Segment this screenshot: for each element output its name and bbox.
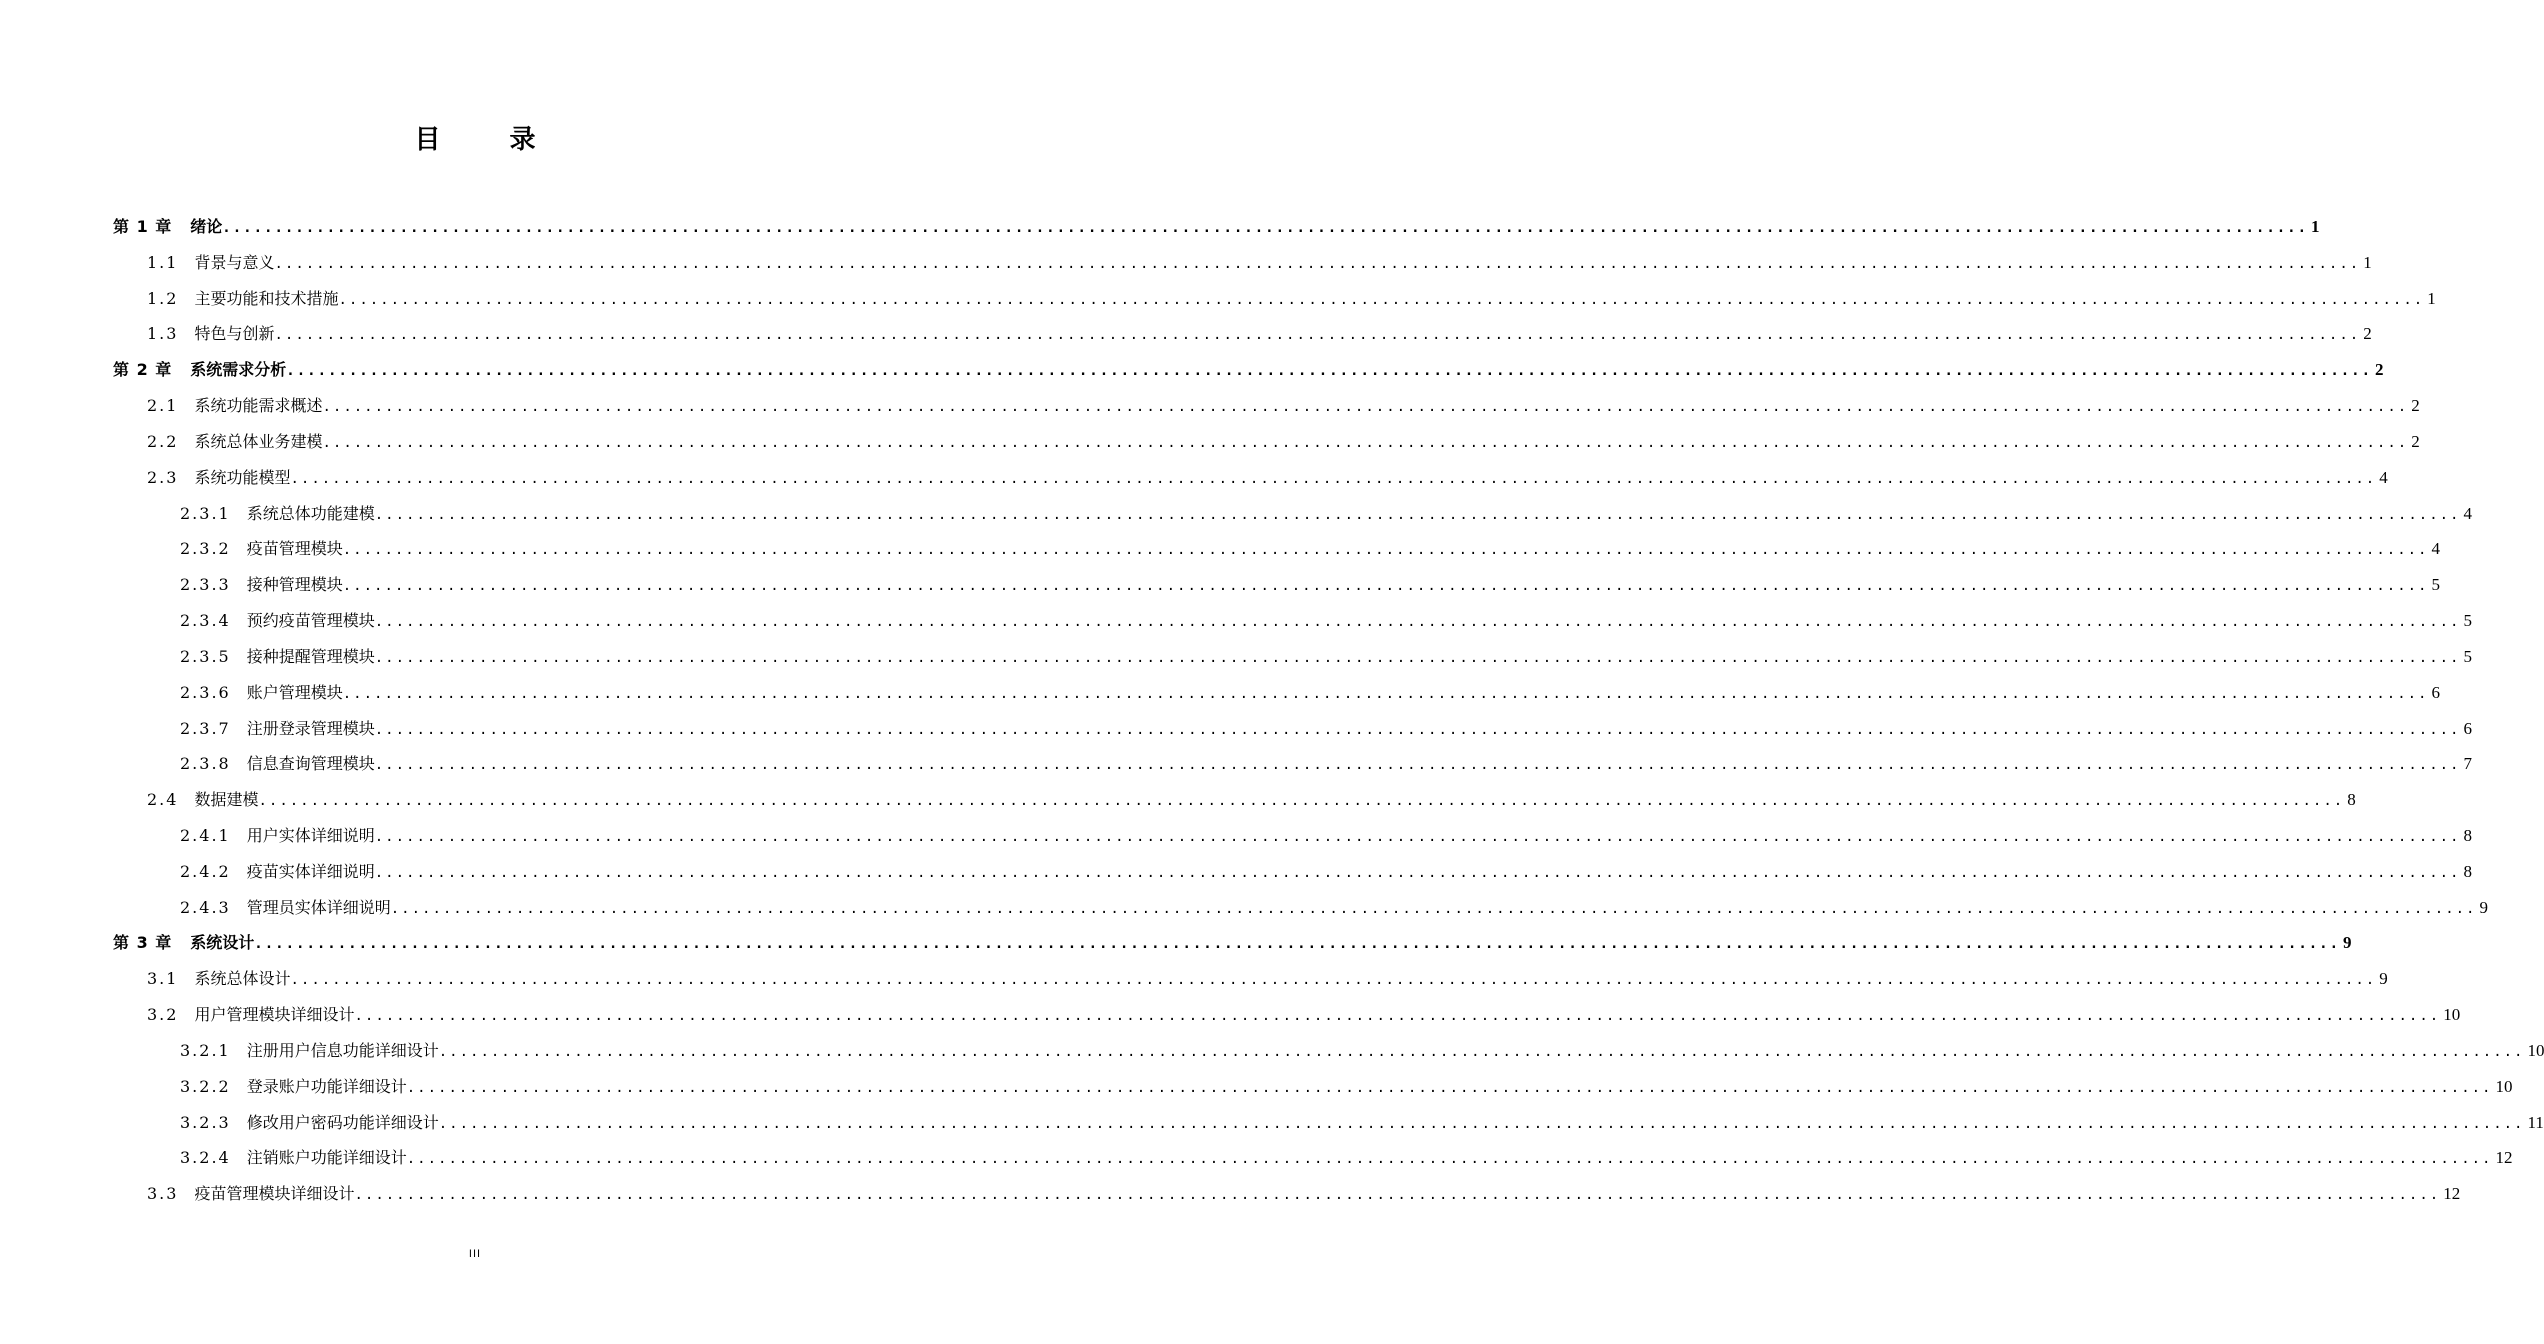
toc-entry[interactable]	[0, 281, 2436, 317]
toc-entry-page-number: 8	[2347, 790, 2356, 810]
toc-entry-label: 数据建模	[194, 790, 259, 810]
toc-entry-label: 系统需求分析	[190, 360, 287, 380]
toc-entry-label: 绪论	[190, 216, 223, 236]
toc-entry-page-number: 8	[2463, 861, 2472, 881]
toc-entry-number: 2.4.3	[180, 897, 231, 917]
toc-dot-leader: ........................................................................................................................................................................................................	[274, 255, 2361, 272]
toc-entry-number: 2.3.2	[180, 539, 231, 559]
toc-dot-leader: ........................................................................................................................................................................................................	[286, 363, 2373, 380]
toc-entry[interactable]	[0, 352, 2384, 388]
toc-dot-leader: ........................................................................................................................................................................................................	[374, 506, 2461, 523]
toc-entry-page-number: 4	[2463, 503, 2472, 523]
toc-dot-leader: ........................................................................................................................................................................................................	[406, 1151, 2493, 1168]
toc-dot-leader: ........................................................................................................................................................................................................	[390, 900, 2477, 917]
toc-entry[interactable]	[0, 926, 2352, 962]
toc-entry-label: 系统总体设计	[194, 969, 291, 989]
toc-entry-number: 3.2.4	[180, 1148, 231, 1168]
toc-entry-page-number: 2	[2375, 360, 2384, 380]
toc-entry-number: 2.4.1	[180, 825, 231, 845]
toc-entry[interactable]	[0, 711, 2472, 747]
toc-entry-label: 特色与创新	[194, 324, 275, 344]
toc-entry-page-number: 10	[2443, 1005, 2461, 1025]
toc-entry-number: 2.3.7	[180, 718, 231, 738]
toc-entry-page-number: 10	[2495, 1076, 2513, 1096]
toc-dot-leader: ........................................................................................................................................................................................................	[290, 972, 2377, 989]
toc-entry-page-number: 7	[2463, 754, 2472, 774]
toc-entry-page-number: 6	[2431, 682, 2440, 702]
toc-entry-number: 2.3.4	[180, 611, 231, 631]
toc-entry[interactable]	[0, 1033, 2544, 1069]
toc-entry[interactable]	[0, 1105, 2544, 1141]
toc-entry-number: 2.4.2	[180, 861, 231, 881]
toc-entry-number: 2.3	[147, 467, 179, 487]
toc-entry[interactable]	[0, 496, 2472, 532]
toc-dot-leader: ........................................................................................................................................................................................................	[322, 399, 2409, 416]
toc-entry-number: 2.3.1	[180, 503, 231, 523]
toc-entry[interactable]	[0, 567, 2440, 603]
toc-entry-number: 3.2.3	[180, 1112, 231, 1132]
toc-entry-label: 系统功能需求概述	[194, 396, 323, 416]
toc-entry[interactable]	[0, 782, 2356, 818]
toc-dot-leader: ........................................................................................................................................................................................................	[274, 327, 2361, 344]
toc-entry[interactable]	[0, 388, 2420, 424]
toc-entry-page-number: 12	[2495, 1148, 2513, 1168]
toc-entry-number: 3.2.2	[180, 1076, 231, 1096]
toc-entry[interactable]	[0, 603, 2472, 639]
toc-dot-leader: ........................................................................................................................................................................................................	[342, 578, 2429, 595]
toc-dot-leader: ........................................................................................................................................................................................................	[374, 864, 2461, 881]
toc-entry-page-number: 2	[2411, 396, 2420, 416]
toc-entry-number: 3.1	[147, 969, 179, 989]
toc-entry-page-number: 9	[2343, 933, 2352, 953]
toc-entry-label: 接种管理模块	[246, 575, 343, 595]
toc-entry[interactable]	[0, 1069, 2513, 1105]
toc-dot-leader: ........................................................................................................................................................................................................	[322, 434, 2409, 451]
toc-entry-number: 第 2 章	[113, 360, 173, 380]
toc-entry[interactable]	[0, 854, 2472, 890]
toc-entry-number: 1.2	[147, 288, 179, 308]
toc-entry-page-number: 1	[2363, 252, 2372, 272]
toc-dot-leader: ........................................................................................................................................................................................................	[342, 685, 2429, 702]
toc-entry-label: 系统总体功能建模	[246, 503, 375, 523]
page-title: 目 录	[414, 125, 566, 155]
toc-entry[interactable]	[0, 531, 2440, 567]
toc-entry-page-number: 5	[2463, 646, 2472, 666]
toc-dot-leader: ........................................................................................................................................................................................................	[342, 542, 2429, 559]
toc-dot-leader: ........................................................................................................................................................................................................	[374, 828, 2461, 845]
toc-entry-page-number: 8	[2463, 825, 2472, 845]
toc-entry-number: 2.1	[147, 396, 179, 416]
toc-dot-leader: ........................................................................................................................................................................................................	[258, 793, 2345, 810]
toc-entry-label: 疫苗管理模块	[246, 539, 343, 559]
toc-entry-page-number: 2	[2411, 431, 2420, 451]
toc-entry-number: 3.2.1	[180, 1040, 231, 1060]
toc-entry[interactable]	[0, 961, 2388, 997]
toc-entry-number: 2.2	[147, 431, 179, 451]
toc-entry-number: 3.2	[147, 1005, 179, 1025]
toc-entry-number: 第 1 章	[113, 216, 173, 236]
toc-entry-label: 注册登录管理模块	[246, 718, 375, 738]
toc-dot-leader: ........................................................................................................................................................................................................	[290, 470, 2377, 487]
toc-entry-label: 管理员实体详细说明	[246, 897, 391, 917]
toc-entry-number: 1.1	[147, 252, 179, 272]
toc-entry[interactable]	[0, 1141, 2513, 1177]
toc-dot-leader: ........................................................................................................................................................................................................	[354, 1008, 2441, 1025]
toc-entry[interactable]	[0, 424, 2420, 460]
toc-entry[interactable]	[0, 818, 2472, 854]
toc-entry-label: 系统总体业务建模	[194, 431, 323, 451]
toc-entry-label: 背景与意义	[194, 252, 275, 272]
toc-entry-page-number: 9	[2479, 897, 2488, 917]
toc-entry-label: 系统功能模型	[194, 467, 291, 487]
toc-entry-label: 系统设计	[190, 933, 255, 953]
toc-dot-leader: ........................................................................................................................................................................................................	[254, 936, 2341, 953]
toc-entry-number: 第 3 章	[113, 933, 173, 953]
toc-entry-label: 用户管理模块详细设计	[194, 1005, 355, 1025]
toc-entry[interactable]	[0, 316, 2372, 352]
toc-entry-label: 登录账户功能详细设计	[246, 1076, 407, 1096]
toc-dot-leader: ........................................................................................................................................................................................................	[374, 649, 2461, 666]
toc-entry-page-number: 1	[2427, 288, 2436, 308]
toc-entry-label: 疫苗管理模块详细设计	[194, 1184, 355, 1204]
toc-entry-page-number: 4	[2379, 467, 2388, 487]
toc-entry-page-number: 11	[2527, 1112, 2544, 1132]
toc-entry-page-number: 2	[2363, 324, 2372, 344]
toc-entry-page-number: 1	[2311, 216, 2320, 236]
toc-entry[interactable]	[0, 746, 2472, 782]
toc-entry[interactable]	[0, 639, 2472, 675]
toc-entry-page-number: 12	[2443, 1184, 2461, 1204]
toc-entry-label: 用户实体详细说明	[246, 825, 375, 845]
toc-dot-leader: ........................................................................................................................................................................................................	[222, 219, 2309, 236]
toc-entry-label: 修改用户密码功能详细设计	[246, 1112, 439, 1132]
toc-dot-leader: ........................................................................................................................................................................................................	[438, 1043, 2525, 1060]
toc-dot-leader: ........................................................................................................................................................................................................	[374, 721, 2461, 738]
toc-entry-label: 账户管理模块	[246, 682, 343, 702]
toc-entry-number: 2.3.8	[180, 754, 231, 774]
toc-entry-label: 注册用户信息功能详细设计	[246, 1040, 439, 1060]
toc-dot-leader: ........................................................................................................................................................................................................	[438, 1115, 2525, 1132]
toc-entry-label: 主要功能和技术措施	[194, 288, 339, 308]
toc-entry-number: 1.3	[147, 324, 179, 344]
toc-dot-leader: ........................................................................................................................................................................................................	[406, 1079, 2493, 1096]
toc-entry-number: 2.3.5	[180, 646, 231, 666]
toc-entry-label: 信息查询管理模块	[246, 754, 375, 774]
toc-entry-page-number: 6	[2463, 718, 2472, 738]
toc-entry-number: 2.4	[147, 790, 179, 810]
toc-entry-page-number: 10	[2527, 1040, 2544, 1060]
toc-entry[interactable]	[0, 997, 2461, 1033]
toc-entry-page-number: 9	[2379, 969, 2388, 989]
toc-entry[interactable]	[0, 460, 2388, 496]
toc-entry[interactable]	[0, 1176, 2461, 1212]
table-of-contents	[0, 209, 2544, 1212]
toc-entry-label: 注销账户功能详细设计	[246, 1148, 407, 1168]
toc-entry-number: 3.3	[147, 1184, 179, 1204]
toc-entry[interactable]	[0, 890, 2488, 926]
toc-entry-page-number: 4	[2431, 539, 2440, 559]
toc-entry[interactable]	[0, 675, 2440, 711]
toc-dot-leader: ........................................................................................................................................................................................................	[374, 614, 2461, 631]
toc-dot-leader: ........................................................................................................................................................................................................	[338, 291, 2425, 308]
toc-entry[interactable]	[0, 245, 2372, 281]
toc-entry-number: 2.3.3	[180, 575, 231, 595]
page-number-footer: III	[468, 1248, 482, 1260]
toc-dot-leader: ........................................................................................................................................................................................................	[354, 1187, 2441, 1204]
toc-entry-number: 2.3.6	[180, 682, 231, 702]
toc-entry-page-number: 5	[2431, 575, 2440, 595]
toc-entry-page-number: 5	[2463, 611, 2472, 631]
toc-entry[interactable]	[0, 209, 2320, 245]
toc-dot-leader: ........................................................................................................................................................................................................	[374, 757, 2461, 774]
toc-entry-label: 预约疫苗管理模块	[246, 611, 375, 631]
toc-entry-label: 接种提醒管理模块	[246, 646, 375, 666]
toc-entry-label: 疫苗实体详细说明	[246, 861, 375, 881]
